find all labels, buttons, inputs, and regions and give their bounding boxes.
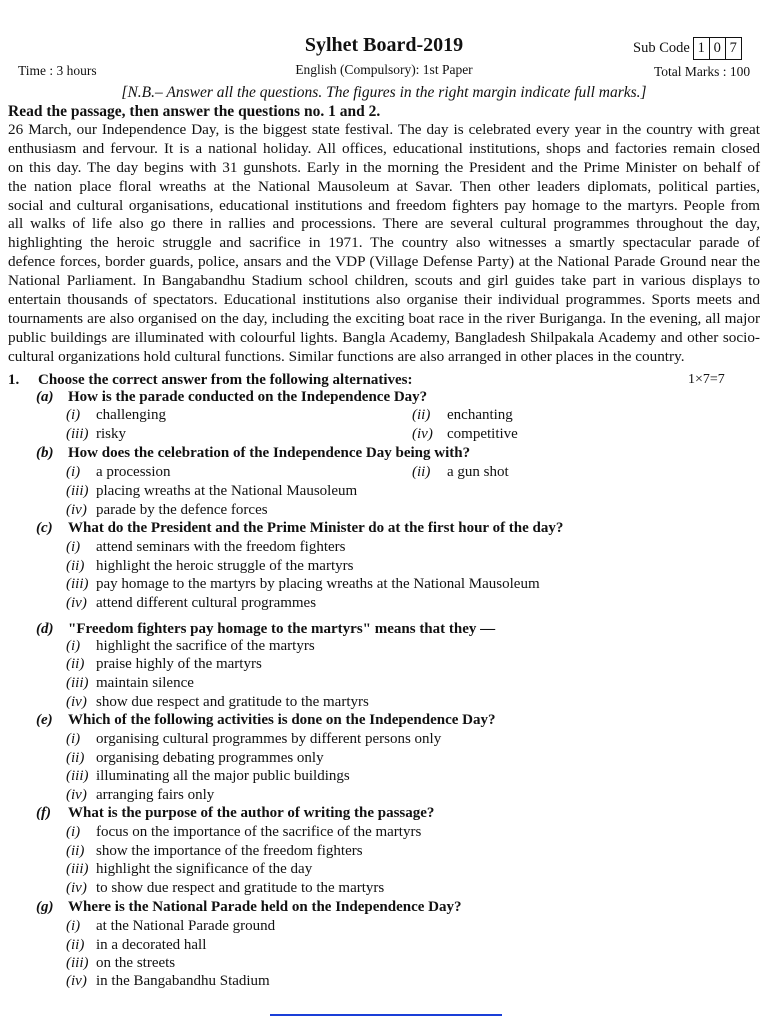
option-roman: (i) (66, 731, 81, 747)
option (66, 638, 315, 655)
option-text: competitive (447, 426, 518, 442)
option-roman: (iii) (66, 955, 89, 971)
option (66, 787, 214, 804)
option (66, 731, 441, 748)
option-roman: (i) (66, 464, 81, 480)
option-text: at the National Parade ground (96, 918, 276, 934)
option-roman: (ii) (66, 750, 85, 766)
sub-code (633, 37, 742, 60)
option-roman: (iii) (66, 483, 89, 499)
option (66, 675, 194, 692)
question-text: Which of the following activities is done on the Independence Day? (68, 712, 496, 728)
sub-code-boxes (694, 37, 742, 60)
question-number: 1. (8, 372, 20, 388)
option (66, 880, 384, 897)
option (412, 426, 518, 443)
option-roman: (i) (66, 539, 81, 555)
question-d (36, 621, 495, 638)
option-roman: (iii) (66, 768, 89, 784)
option-roman: (iv) (412, 426, 433, 442)
sub-code-digit: 1 (693, 37, 710, 60)
option (66, 656, 262, 673)
option-text: a procession (96, 464, 171, 480)
option (66, 539, 346, 556)
question-label: (e) (36, 712, 53, 728)
option-text: on the streets (96, 955, 176, 971)
option-text: arranging fairs only (96, 787, 215, 803)
option-text: placing wreaths at the National Mausoleum (96, 483, 358, 499)
question-text: How does the celebration of the Independence Day being with? (68, 445, 471, 461)
option-roman: (iii) (66, 675, 89, 691)
option-roman: (iv) (66, 787, 87, 803)
option-roman: (ii) (66, 843, 85, 859)
option-text: attend different cultural programmes (96, 595, 317, 611)
option-text: pay homage to the martyrs by placing wreaths at the National Mausoleum (96, 576, 540, 592)
question-b (36, 445, 470, 462)
option-text: in the Bangabandhu Stadium (96, 973, 270, 989)
question-text: What is the purpose of the author of writing the passage? (68, 805, 435, 821)
option-text: a gun shot (447, 464, 509, 480)
option-text: in a decorated hall (96, 937, 207, 953)
option-roman: (iv) (66, 973, 87, 989)
option-roman: (ii) (66, 558, 85, 574)
instructions-note: [N.B.– Answer all the questions. The figures in the right margin indicate full marks.] (121, 84, 647, 101)
option-text: risky (96, 426, 126, 442)
page-title: Sylhet Board-2019 (304, 34, 464, 56)
question-text: Where is the National Parade held on the Independence Day? (68, 899, 462, 915)
option (66, 483, 357, 500)
total-marks: Total Marks : 100 (654, 64, 751, 79)
option (66, 595, 316, 612)
option-roman: (i) (66, 638, 81, 654)
option-text: show the importance of the freedom fighters (96, 843, 363, 859)
option-text: illuminating all the major public buildings (96, 768, 350, 784)
passage-line: public buildings are illuminated with colourful lights. Bangla Academy, Bangladesh Shilpakala Academy and other socio- (8, 328, 760, 346)
option-roman: (ii) (66, 937, 85, 953)
question-g (36, 899, 461, 916)
question-c (36, 520, 563, 537)
option (412, 407, 513, 424)
question-label: (g) (36, 899, 54, 915)
option-text: praise highly of the martyrs (96, 656, 262, 672)
question-text: Choose the correct answer from the following alternatives: (38, 372, 413, 388)
option (66, 576, 540, 593)
passage-line: tournaments are also organised on the day, including the exciting boat race in the river Buriganga. In the evening, all major (8, 309, 760, 327)
option-text: organising debating programmes only (96, 750, 324, 766)
question-text: What do the President and the Prime Minister do at the first hour of the day? (68, 520, 564, 536)
footer-divider (270, 1014, 502, 1016)
option-roman: (iv) (66, 502, 87, 518)
option (66, 694, 369, 711)
question-label: (a) (36, 389, 54, 405)
sub-code-digit: 7 (725, 37, 742, 60)
question-text: "Freedom fighters pay homage to the martyrs" means that they — (68, 621, 496, 637)
passage-line: entertain thousands of spectators. Educational institutions also organise their individual programmes. Sports meets and (8, 291, 760, 309)
passage (8, 121, 760, 367)
option (66, 750, 324, 767)
time-allowed: Time : 3 hours (18, 63, 97, 78)
option (66, 407, 166, 424)
option (66, 937, 206, 954)
question-text: How is the parade conducted on the Independence Day? (68, 389, 428, 405)
option (66, 502, 268, 519)
question-f (36, 805, 434, 822)
question-label: (f) (36, 805, 51, 821)
sub-code-label: Sub Code (633, 40, 690, 56)
passage-line: National Parliament. In Bangabandhu Stadium school children, scouts and girl guides take part in various displays to (8, 272, 760, 290)
question-e (36, 712, 496, 729)
option (66, 824, 421, 841)
option-roman: (i) (66, 824, 81, 840)
passage-instruction: Read the passage, then answer the questions no. 1 and 2. (8, 103, 381, 120)
passage-line: on this day. The day begins with 31 gunshots. Early in the morning the President and the Prime Minister on behalf of (8, 158, 760, 176)
question-label: (b) (36, 445, 54, 461)
question-1-heading (8, 372, 413, 389)
option-roman: (i) (66, 918, 81, 934)
option-roman: (iv) (66, 880, 87, 896)
passage-line: highlighting the heroic struggle and sacrifice in 1971. The country also witnesses a smartly spectacular parade of (8, 234, 760, 252)
sub-code-digit: 0 (709, 37, 726, 60)
option-roman: (ii) (412, 407, 431, 423)
option (66, 558, 353, 575)
question-label: (c) (36, 520, 53, 536)
option-text: to show due respect and gratitude to the martyrs (96, 880, 385, 896)
option-text: parade by the defence forces (96, 502, 268, 518)
option-roman: (ii) (66, 656, 85, 672)
option (66, 426, 126, 443)
option-text: maintain silence (96, 675, 194, 691)
option-text: show due respect and gratitude to the martyrs (96, 694, 369, 710)
option (66, 955, 175, 972)
option-roman: (ii) (412, 464, 431, 480)
question-a (36, 389, 427, 406)
option-text: focus on the importance of the sacrifice of the martyrs (96, 824, 422, 840)
option (412, 464, 509, 481)
question-label: (d) (36, 621, 54, 637)
option-roman: (iii) (66, 426, 89, 442)
option-text: highlight the heroic struggle of the martyrs (96, 558, 354, 574)
option (66, 843, 363, 860)
passage-line: defence forces, border guards, police, ansars and the VDP (Village Defense Party) at the National Parade Ground near the (8, 253, 760, 271)
option-text: challenging (96, 407, 166, 423)
option-roman: (iv) (66, 694, 87, 710)
option-roman: (iii) (66, 576, 89, 592)
passage-line: social and cultural organisations, educational institutions and freedom fighters pay homage to the martyrs. People from (8, 196, 760, 214)
option-roman: (i) (66, 407, 81, 423)
option-text: highlight the sacrifice of the martyrs (96, 638, 315, 654)
passage-line: cultural organizations hold cultural functions. Similar functions are also arranged in other places in the country. (8, 347, 685, 365)
passage-line: all walks of life also go there in rallies and processions. There are several cultural programmes throughout the day, (8, 215, 760, 233)
option (66, 861, 312, 878)
option-roman: (iv) (66, 595, 87, 611)
option-text: attend seminars with the freedom fighters (96, 539, 346, 555)
option (66, 918, 275, 935)
option-roman: (iii) (66, 861, 89, 877)
paper-subtitle: English (Compulsory): 1st Paper (295, 62, 473, 77)
option (66, 973, 270, 990)
option-text: enchanting (447, 407, 513, 423)
option (66, 768, 350, 785)
passage-line: enthusiasm and fervour. It is a national holiday. All offices, educational institutions, shops and factories remain closed (8, 139, 760, 157)
option-text: organising cultural programmes by different persons only (96, 731, 442, 747)
passage-line: 26 March, our Independence Day, is the biggest state festival. The day is celebrated every year in the country with great (8, 121, 760, 138)
question-1-marks: 1×7=7 (688, 372, 725, 387)
option-text: highlight the significance of the day (96, 861, 313, 877)
passage-line: the nation place floral wreaths at the National Mausoleum at Savar. Then other leaders diplomats, political parties, (8, 177, 760, 195)
option (66, 464, 171, 481)
